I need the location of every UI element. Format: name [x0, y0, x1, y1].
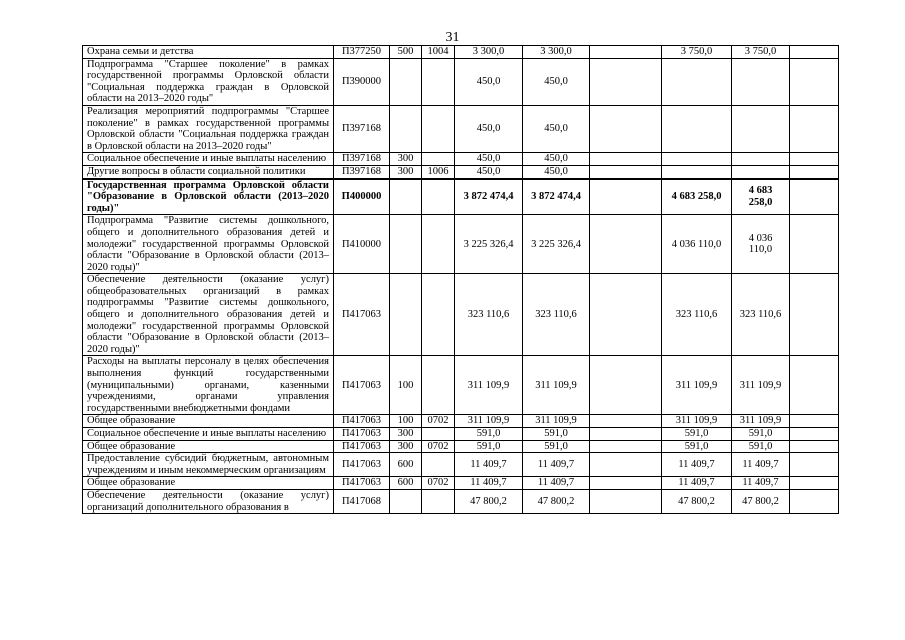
- row-amount-cell: [662, 153, 732, 166]
- row-code-cell: П417063: [334, 428, 390, 441]
- row-amount-cell: [590, 153, 662, 166]
- row-amount-cell: 311 109,9: [662, 356, 732, 415]
- row-amount-cell: 11 409,7: [455, 477, 523, 490]
- row-code-cell: П417063: [334, 415, 390, 428]
- row-amount-cell: 591,0: [732, 428, 790, 441]
- row-name-cell: Обеспечение деятельности (оказание услуг) организаций дополнительного образования в: [83, 489, 334, 513]
- row-amount-cell: [790, 415, 839, 428]
- row-amount-cell: [590, 453, 662, 477]
- row-section-cell: [422, 179, 455, 215]
- row-name-cell: Предоставление субсидий бюджетным, автономным учреждениям и иным некоммерческим организациям: [83, 453, 334, 477]
- row-amount-cell: [732, 58, 790, 105]
- row-expense-type-cell: 300: [390, 440, 422, 453]
- row-amount-cell: 3 225 326,4: [523, 215, 590, 274]
- row-code-cell: П417063: [334, 356, 390, 415]
- row-section-cell: 0702: [422, 477, 455, 490]
- row-amount-cell: [732, 165, 790, 178]
- row-amount-cell: 311 109,9: [455, 415, 523, 428]
- row-amount-cell: [732, 105, 790, 152]
- table-row: [83, 153, 839, 166]
- row-amount-cell: [590, 215, 662, 274]
- row-name-cell: Общее образование: [83, 440, 334, 453]
- row-amount-cell: [790, 356, 839, 415]
- row-code-cell: П417063: [334, 453, 390, 477]
- row-amount-cell: 591,0: [523, 440, 590, 453]
- row-amount-cell: [790, 428, 839, 441]
- row-name-cell: Подпрограмма "Старшее поколение" в рамках государственной программы Орловской области "Социальная поддержка граждан в Орловской области на 2013–2020 годы": [83, 58, 334, 105]
- table-row: [83, 453, 839, 477]
- row-name-cell: Социальное обеспечение и иные выплаты населению: [83, 428, 334, 441]
- table-row: [83, 274, 839, 356]
- row-code-cell: П377250: [334, 46, 390, 59]
- row-amount-cell: [790, 46, 839, 59]
- row-code-cell: П397168: [334, 105, 390, 152]
- row-code-cell: П390000: [334, 58, 390, 105]
- table-row: [83, 440, 839, 453]
- row-amount-cell: 591,0: [662, 428, 732, 441]
- row-amount-cell: 591,0: [455, 440, 523, 453]
- row-amount-cell: 323 110,6: [732, 274, 790, 356]
- row-amount-cell: [590, 165, 662, 178]
- row-amount-cell: 591,0: [662, 440, 732, 453]
- row-name-cell: Общее образование: [83, 477, 334, 490]
- row-section-cell: 0702: [422, 415, 455, 428]
- row-amount-cell: [790, 477, 839, 490]
- row-amount-cell: 47 800,2: [662, 489, 732, 513]
- row-amount-cell: [590, 477, 662, 490]
- row-amount-cell: [590, 274, 662, 356]
- row-amount-cell: 311 109,9: [732, 356, 790, 415]
- row-name-cell: Подпрограмма "Развитие системы дошкольного, общего и дополнительного образования детей и молодежи" государственной программы Орловской области "Образование в Орловской области (2013–2020 годы)": [83, 215, 334, 274]
- row-amount-cell: [662, 165, 732, 178]
- row-expense-type-cell: [390, 58, 422, 105]
- row-amount-cell: 323 110,6: [455, 274, 523, 356]
- row-amount-cell: 450,0: [455, 58, 523, 105]
- row-expense-type-cell: [390, 105, 422, 152]
- row-amount-cell: [790, 179, 839, 215]
- row-amount-cell: 591,0: [455, 428, 523, 441]
- row-section-cell: [422, 215, 455, 274]
- row-amount-cell: 450,0: [455, 105, 523, 152]
- row-section-cell: [422, 153, 455, 166]
- row-amount-cell: 323 110,6: [523, 274, 590, 356]
- row-amount-cell: 450,0: [523, 165, 590, 178]
- row-amount-cell: [790, 453, 839, 477]
- row-section-cell: [422, 58, 455, 105]
- row-amount-cell: 450,0: [523, 105, 590, 152]
- row-amount-cell: [790, 165, 839, 178]
- row-amount-cell: 311 109,9: [732, 415, 790, 428]
- row-amount-cell: 311 109,9: [662, 415, 732, 428]
- row-section-cell: 1004: [422, 46, 455, 59]
- row-amount-cell: 311 109,9: [455, 356, 523, 415]
- row-expense-type-cell: 600: [390, 477, 422, 490]
- row-name-cell: Другие вопросы в области социальной политики: [83, 165, 334, 178]
- row-amount-cell: 11 409,7: [732, 453, 790, 477]
- row-name-cell: Социальное обеспечение и иные выплаты населению: [83, 153, 334, 166]
- row-amount-cell: [790, 153, 839, 166]
- table-row: [83, 179, 839, 215]
- row-name-cell: Охрана семьи и детства: [83, 46, 334, 59]
- row-amount-cell: 11 409,7: [523, 477, 590, 490]
- row-code-cell: П417063: [334, 477, 390, 490]
- row-expense-type-cell: 100: [390, 415, 422, 428]
- row-expense-type-cell: [390, 274, 422, 356]
- row-amount-cell: 311 109,9: [523, 415, 590, 428]
- row-code-cell: П410000: [334, 215, 390, 274]
- row-section-cell: [422, 356, 455, 415]
- row-amount-cell: 47 800,2: [523, 489, 590, 513]
- row-amount-cell: 3 750,0: [732, 46, 790, 59]
- row-code-cell: П417068: [334, 489, 390, 513]
- row-amount-cell: 4 036 110,0: [662, 215, 732, 274]
- table-row: [83, 165, 839, 178]
- row-amount-cell: 11 409,7: [455, 453, 523, 477]
- row-expense-type-cell: [390, 489, 422, 513]
- row-code-cell: П417063: [334, 440, 390, 453]
- table-row: [83, 489, 839, 513]
- row-code-cell: П397168: [334, 165, 390, 178]
- row-amount-cell: 47 800,2: [732, 489, 790, 513]
- page-number: 31: [445, 30, 460, 45]
- table-row: [83, 415, 839, 428]
- row-amount-cell: [732, 153, 790, 166]
- row-amount-cell: [590, 440, 662, 453]
- row-amount-cell: 11 409,7: [662, 477, 732, 490]
- row-expense-type-cell: [390, 215, 422, 274]
- row-code-cell: П417063: [334, 274, 390, 356]
- row-expense-type-cell: 100: [390, 356, 422, 415]
- row-amount-cell: [590, 489, 662, 513]
- row-name-cell: Расходы на выплаты персоналу в целях обеспечения выполнения функций государственными (муниципальными) органами, казенными учреждениями, органами управления государственными внебюджетными фондами: [83, 356, 334, 415]
- row-amount-cell: 11 409,7: [732, 477, 790, 490]
- row-amount-cell: [590, 58, 662, 105]
- row-amount-cell: [662, 105, 732, 152]
- row-amount-cell: [662, 58, 732, 105]
- row-amount-cell: 3 750,0: [662, 46, 732, 59]
- row-name-cell: Реализация мероприятий подпрограммы "Старшее поколение" в рамках государственной программы Орловской области "Социальная поддержка граждан в Орловской области на 2013–2020 годы": [83, 105, 334, 152]
- row-amount-cell: 4 683 258,0: [732, 179, 790, 215]
- row-amount-cell: [590, 428, 662, 441]
- row-section-cell: [422, 453, 455, 477]
- row-expense-type-cell: 300: [390, 165, 422, 178]
- table-row: [83, 428, 839, 441]
- table-row: [83, 46, 839, 59]
- row-section-cell: [422, 428, 455, 441]
- row-amount-cell: [590, 179, 662, 215]
- row-amount-cell: 450,0: [523, 153, 590, 166]
- row-amount-cell: 11 409,7: [523, 453, 590, 477]
- budget-table: [82, 45, 839, 514]
- row-amount-cell: 591,0: [732, 440, 790, 453]
- table-row: [83, 105, 839, 152]
- table-row: [83, 58, 839, 105]
- row-amount-cell: 311 109,9: [523, 356, 590, 415]
- row-section-cell: [422, 274, 455, 356]
- row-amount-cell: [590, 356, 662, 415]
- row-amount-cell: 3 872 474,4: [455, 179, 523, 215]
- row-section-cell: [422, 105, 455, 152]
- row-amount-cell: 3 225 326,4: [455, 215, 523, 274]
- row-amount-cell: [790, 215, 839, 274]
- row-amount-cell: [590, 415, 662, 428]
- row-amount-cell: 450,0: [455, 153, 523, 166]
- row-expense-type-cell: 500: [390, 46, 422, 59]
- row-amount-cell: 591,0: [523, 428, 590, 441]
- row-expense-type-cell: 600: [390, 453, 422, 477]
- row-amount-cell: 4 683 258,0: [662, 179, 732, 215]
- row-amount-cell: 450,0: [523, 58, 590, 105]
- row-name-cell: Государственная программа Орловской области "Образование в Орловской области (2013–2020 годы)": [83, 179, 334, 215]
- budget-table-body: [83, 46, 839, 514]
- row-amount-cell: 4 036 110,0: [732, 215, 790, 274]
- row-amount-cell: 47 800,2: [455, 489, 523, 513]
- row-amount-cell: 450,0: [455, 165, 523, 178]
- row-amount-cell: 11 409,7: [662, 453, 732, 477]
- table-row: [83, 356, 839, 415]
- row-amount-cell: [790, 274, 839, 356]
- row-amount-cell: 3 300,0: [523, 46, 590, 59]
- row-section-cell: 0702: [422, 440, 455, 453]
- row-amount-cell: [590, 105, 662, 152]
- row-amount-cell: 323 110,6: [662, 274, 732, 356]
- row-amount-cell: [790, 440, 839, 453]
- row-expense-type-cell: [390, 179, 422, 215]
- row-name-cell: Обеспечение деятельности (оказание услуг) общеобразовательных организаций в рамках подпрограммы "Развитие системы дошкольного, общего и дополнительного образования детей и молодежи" государственной программы Орловской области "Образование в Орловской области (2013–2020 годы)": [83, 274, 334, 356]
- table-row: [83, 215, 839, 274]
- table-row: [83, 477, 839, 490]
- row-code-cell: П397168: [334, 153, 390, 166]
- row-amount-cell: 3 872 474,4: [523, 179, 590, 215]
- row-code-cell: П400000: [334, 179, 390, 215]
- row-expense-type-cell: 300: [390, 153, 422, 166]
- row-section-cell: [422, 489, 455, 513]
- row-amount-cell: [790, 489, 839, 513]
- row-amount-cell: 3 300,0: [455, 46, 523, 59]
- row-expense-type-cell: 300: [390, 428, 422, 441]
- row-amount-cell: [590, 46, 662, 59]
- row-amount-cell: [790, 105, 839, 152]
- row-name-cell: Общее образование: [83, 415, 334, 428]
- row-amount-cell: [790, 58, 839, 105]
- row-section-cell: 1006: [422, 165, 455, 178]
